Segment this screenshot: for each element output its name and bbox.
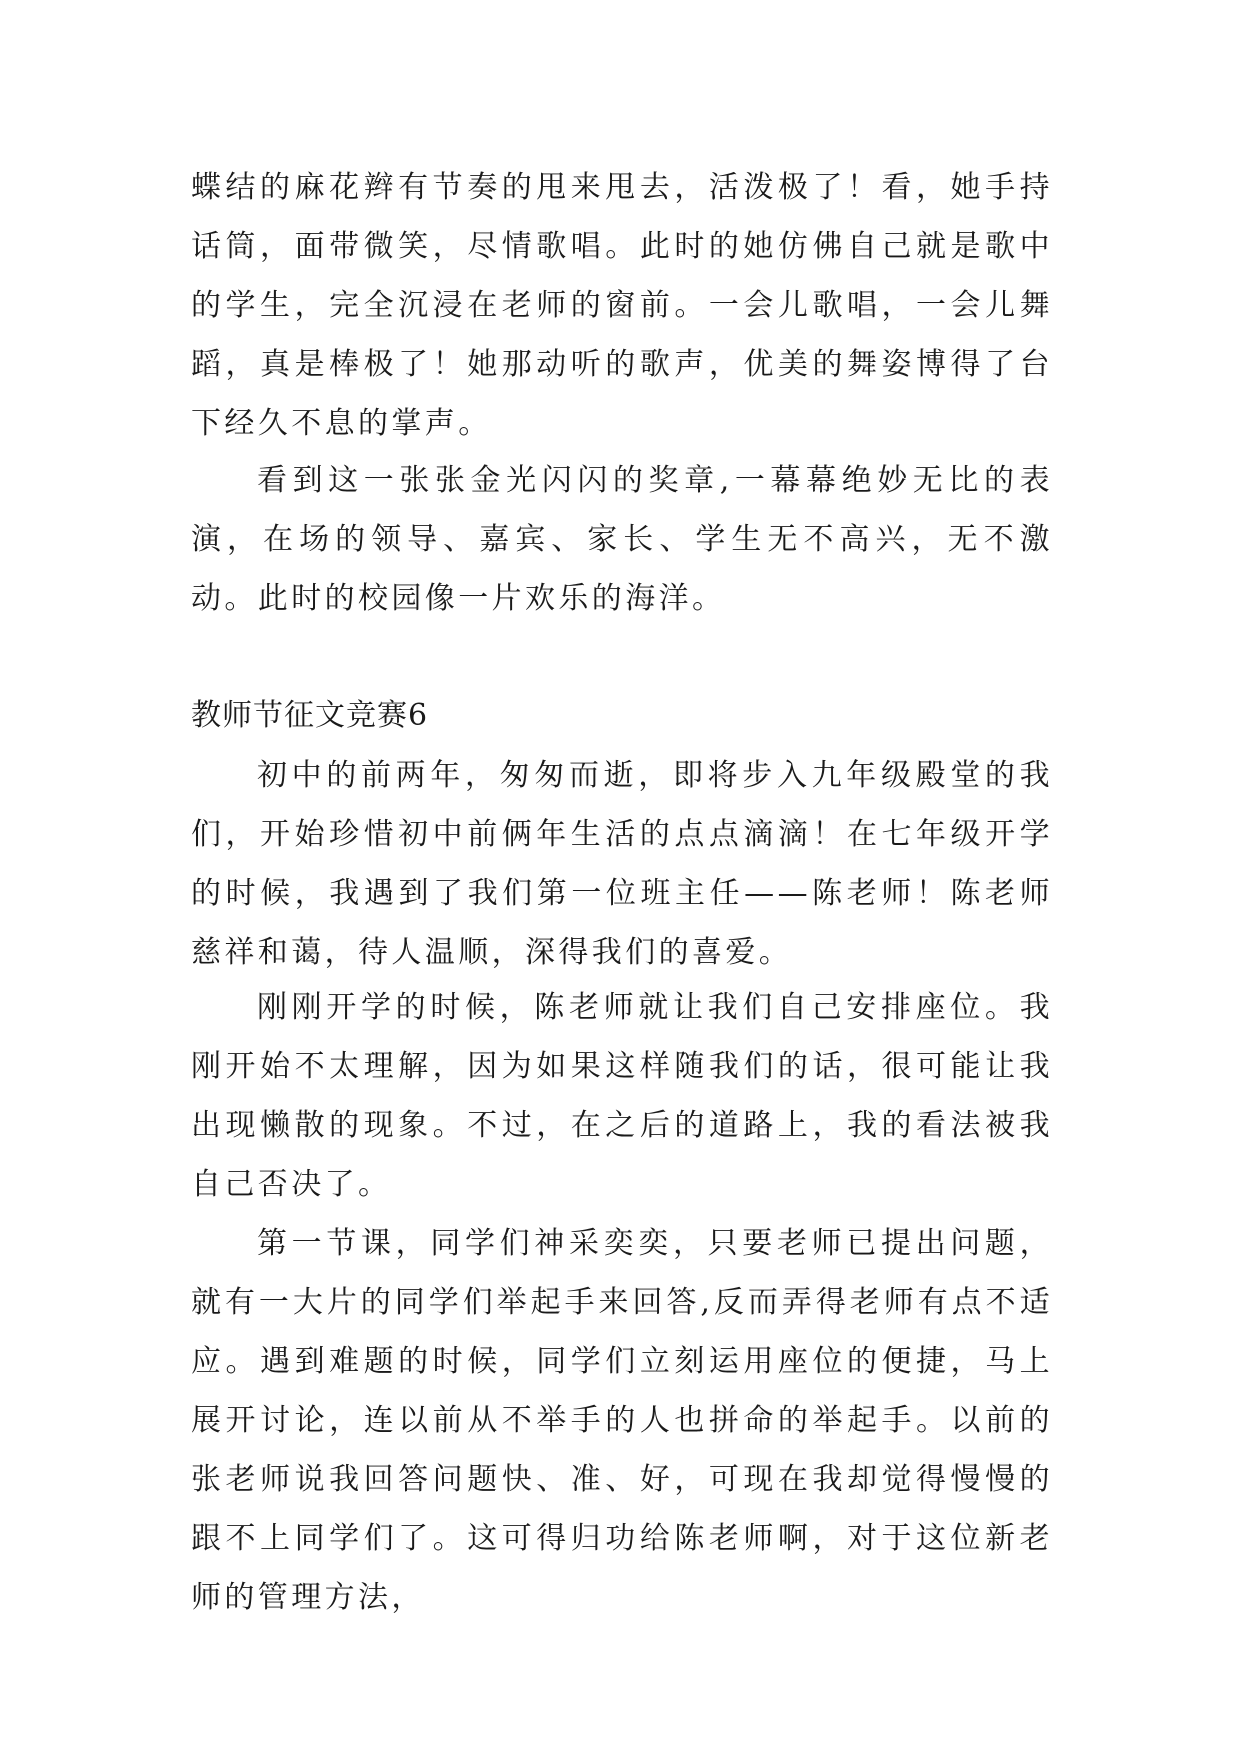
paragraph: 第一节课，同学们神采奕奕，只要老师已提出问题，就有一大片的同学们举起手来回答,反而弄得老师有点不适应。遇到难题的时候，同学们立刻运用座位的便捷，马上展开讨论，连以前从不举手的人也拼命的举起手。以前的张老师说我回答问题快、准、好，可现在我却觉得慢慢的跟不上同学们了。这可得归功给陈老师啊，对于这位新老师的管理方法， — [191, 1226, 1053, 1615]
paragraph: 刚刚开学的时候，陈老师就让我们自己安排座位。我刚开始不太理解，因为如果这样随我们的话，很可能让我出现懒散的现象。不过，在之后的道路上，我的看法被我自己否决了。 — [191, 990, 1053, 1202]
paragraph: 初中的前两年，匆匆而逝，即将步入九年级殿堂的我们，开始珍惜初中前俩年生活的点点滴滴！在七年级开学的时候，我遇到了我们第一位班主任——陈老师！陈老师慈祥和蔼，待人温顺，深得我们的喜爱。 — [191, 758, 1053, 970]
section-title: 教师节征文竞赛6 — [191, 698, 429, 733]
paragraph-continued: 蝶结的麻花辫有节奏的甩来甩去，活泼极了！看，她手持话筒，面带微笑，尽情歌唱。此时的她仿佛自己就是歌中的学生，完全沉浸在老师的窗前。一会儿歌唱，一会儿舞蹈，真是棒极了！她那动听的歌声，优美的舞姿博得了台下经久不息的掌声。 — [191, 170, 1053, 441]
paragraph: 看到这一张张金光闪闪的奖章,一幕幕绝妙无比的表演，在场的领导、嘉宾、家长、学生无不高兴，无不激动。此时的校园像一片欢乐的海洋。 — [191, 463, 1053, 616]
